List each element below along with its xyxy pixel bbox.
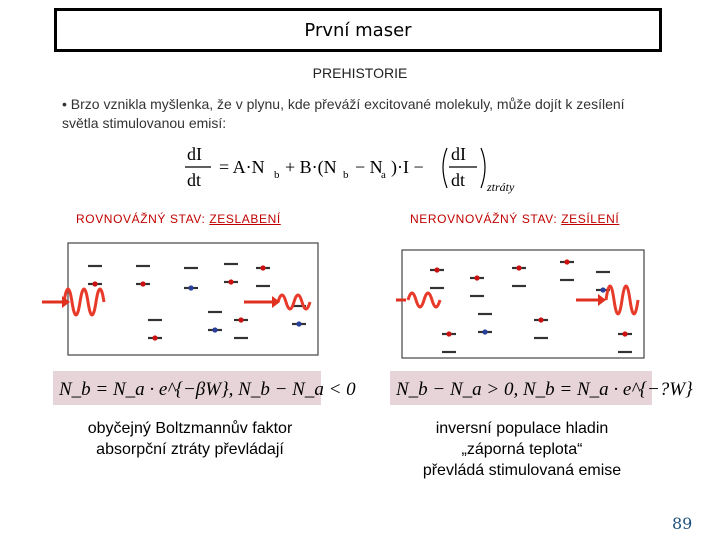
page-number: 89 xyxy=(672,514,693,533)
caption-left-line1: obyčejný Boltzmannův faktor xyxy=(87,420,293,437)
caption-left-line2: absorpční ztráty převládají xyxy=(96,441,284,458)
heading-nonequilibrium xyxy=(410,212,619,226)
eq-lhs-num: dI xyxy=(187,144,202,164)
heading-left-prefix: ROVNOVÁŽNÝ STAV: xyxy=(76,212,210,226)
caption-right-line3: převládá stimulovaná emise xyxy=(422,462,622,479)
rate-equation xyxy=(185,140,535,195)
eq-loss-label: ztráty xyxy=(487,180,515,194)
heading-right-prefix: NEROVNOVÁŽNÝ STAV: xyxy=(410,212,562,226)
eq-lhs-den: dt xyxy=(187,170,202,190)
eq-minus-n: − N xyxy=(355,157,383,177)
formula-left-text: N_b = N_a · e^{−βW}, N_b − N_a < 0 xyxy=(59,379,356,400)
heading-equilibrium xyxy=(76,212,281,226)
title-text: První maser xyxy=(304,19,412,41)
eq-close-i: )·I − xyxy=(391,157,424,177)
heading-left-underlined: ZESLABENÍ xyxy=(209,212,281,226)
caption-nonequilibrium xyxy=(372,418,672,481)
attenuation-diagram xyxy=(38,238,338,368)
caption-equilibrium xyxy=(40,418,340,460)
eq-loss-num: dI xyxy=(451,144,466,164)
eq-sub-a: a xyxy=(381,169,386,181)
amplification-diagram xyxy=(386,238,654,364)
formula-right-text: N_b − N_a > 0, N_b = N_a · e^{−?W} xyxy=(396,379,693,400)
formula-inversion xyxy=(390,371,693,405)
bullet-text: • Brzo vznikla myšlenka, že v plynu, kde převáží excitované molekuly, může dojít k zesílení světla stimulovanou emisí: xyxy=(62,96,625,131)
caption-right-line1: inversní populace hladin xyxy=(435,420,609,437)
eq-plus-b: + B·(N xyxy=(285,157,337,177)
eq-sub-b: b xyxy=(274,169,280,181)
slide-title xyxy=(54,8,662,52)
eq-sub-b-2: b xyxy=(343,169,349,181)
eq-rhs-main: = A·N xyxy=(219,157,265,177)
eq-loss-den: dt xyxy=(451,170,466,190)
caption-right-line2: „záporná teplota“ xyxy=(461,441,583,458)
formula-boltzmann xyxy=(53,371,356,405)
heading-right-underlined: ZESÍLENÍ xyxy=(561,212,620,226)
section-subtitle: PREHISTORIE xyxy=(312,65,408,81)
